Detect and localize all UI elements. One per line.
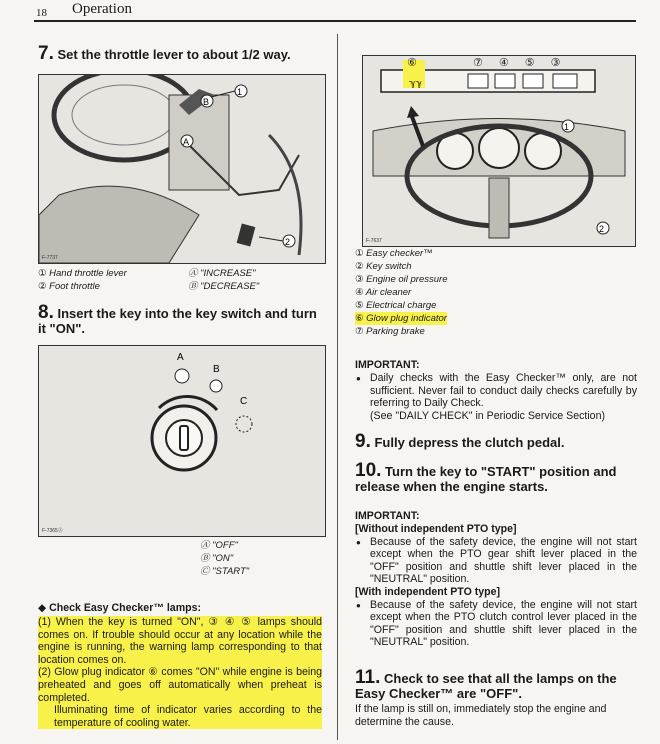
important-2-heading: IMPORTANT: <box>355 510 420 522</box>
easy-checker-heading: ◆ Check Easy Checker™ lamps: <box>38 602 202 614</box>
svg-text:ℽℽ: ℽℽ <box>409 78 423 88</box>
header-rule <box>34 20 636 22</box>
step-10-heading <box>355 460 637 494</box>
figure-code-f7737: F-7737 <box>42 255 58 261</box>
step-8-legend <box>200 539 249 578</box>
step-7-legend-left <box>38 267 127 293</box>
step-11-heading <box>355 667 637 701</box>
throttle-figure <box>38 74 326 264</box>
note-2: (2) Glow plug indicator ⑥ comes "ON" while engine is being preheated and goes off automatically when preheat is completed. <box>38 666 322 704</box>
column-divider <box>337 34 338 740</box>
key-switch-illustration <box>39 346 325 536</box>
step-7-title: Set the throttle lever to about 1/2 way. <box>57 47 291 62</box>
dashboard-illustration <box>363 56 635 246</box>
svg-text:A: A <box>177 352 184 363</box>
step-10-number: 10. <box>355 460 382 481</box>
legend-easy-checker: ① Easy checker™ <box>355 248 433 259</box>
step-11-title: Check to see that all the lamps on the Easy Checker™ are "OFF". <box>355 671 617 701</box>
step-9-heading <box>355 431 637 452</box>
svg-text:A: A <box>183 137 190 147</box>
with-pto-subheading: [With independent PTO type] <box>355 585 501 598</box>
svg-text:2: 2 <box>285 237 291 247</box>
step-9-title: Fully depress the clutch pedal. <box>374 435 565 450</box>
svg-text:C: C <box>240 396 248 407</box>
important-1-bullet: Daily checks with the Easy Checker™ only, are not sufficient. Never fail to conduct daily checks carefully by referring to Daily Check. <box>370 372 637 410</box>
step-8-title: Insert the key into the key switch and turn it "ON". <box>38 306 317 336</box>
legend-air-cleaner: ④ Air cleaner <box>355 287 412 298</box>
dashboard-legend <box>355 247 447 338</box>
legend-electrical-charge: ⑤ Electrical charge <box>355 300 437 311</box>
legend-increase: Ⓐ "INCREASE" <box>188 268 256 279</box>
step-8-number: 8. <box>38 302 54 323</box>
callout-glow-plug: ⑥ <box>407 57 417 69</box>
step-8-heading <box>38 302 328 336</box>
legend-key-switch: ② Key switch <box>355 261 412 272</box>
svg-text:1: 1 <box>237 87 243 97</box>
legend-oil-pressure: ③ Engine oil pressure <box>355 274 448 285</box>
svg-text:B: B <box>213 364 220 375</box>
step-11-body: If the lamp is still on, immediately stop the engine and determine the cause. <box>355 703 607 728</box>
without-pto-bullet: ● Because of the safety device, the engine will not start except when the PTO gear shift lever placed in the "OFF" position and shuttle shift lever placed in the "NEUTRAL" position. <box>370 536 637 586</box>
callout-5: ⑤ <box>524 57 551 69</box>
important-1-note: (See "DAILY CHECK" in Periodic Service Section) <box>370 409 605 422</box>
important-1-heading: IMPORTANT: <box>355 359 420 371</box>
throttle-illustration <box>39 75 325 263</box>
with-pto-bullet: ● Because of the safety device, the engine will not start except when the PTO clutch control lever placed in the "OFF" position and shuttle shift lever placed in the "NEUTRAL" position. <box>370 599 637 649</box>
legend-decrease: Ⓑ "DECREASE" <box>188 281 260 292</box>
dashboard-figure <box>362 55 636 247</box>
key-switch-figure <box>38 345 326 537</box>
callout-7: ⑦ <box>473 57 499 69</box>
callouts-checker-lamps <box>473 56 577 69</box>
callout-4: ④ <box>498 57 525 69</box>
callout-3: ③ <box>550 57 577 69</box>
figure-code-f7637: F-7637 <box>366 238 382 244</box>
svg-text:2: 2 <box>599 224 605 234</box>
easy-checker-notes <box>38 616 322 729</box>
note-2b: Illuminating time of indicator varies according to the temperature of cooling water. <box>38 704 322 729</box>
step-11-number: 11. <box>355 667 381 688</box>
legend-parking-brake: ⑦ Parking brake <box>355 326 425 337</box>
step-10-title: Turn the key to "START" position and release when the engine starts. <box>355 464 617 494</box>
important-1-body <box>355 372 637 422</box>
legend-hand-throttle: ① Hand throttle lever <box>38 268 127 279</box>
without-pto-subheading: [Without independent PTO type] <box>355 523 517 535</box>
step-7-heading <box>38 43 328 64</box>
step-9-number: 9. <box>355 431 371 452</box>
legend-glow-plug: ⑥ Glow plug indicator <box>355 313 447 324</box>
legend-start: Ⓒ "START" <box>200 566 250 577</box>
legend-on: Ⓑ "ON" <box>200 553 234 564</box>
step-7-number: 7. <box>38 43 54 64</box>
note-1: (1) When the key is turned "ON", ③ ④ ⑤ lamps should comes on. If trouble should occur at any location while the engine is running, the warning lamp corresponding to that location comes on. <box>38 616 322 666</box>
step-7-legend-right <box>188 267 259 293</box>
figure-code-f7365: F-7365Ⓩ <box>42 528 63 534</box>
svg-text:1: 1 <box>564 122 570 132</box>
legend-off: Ⓐ "OFF" <box>200 540 238 551</box>
section-title: Operation <box>72 1 132 17</box>
important-2-body <box>355 523 637 649</box>
legend-foot-throttle: ② Foot throttle <box>38 281 100 292</box>
page-number: 18 <box>36 7 47 19</box>
svg-text:B: B <box>203 97 210 107</box>
